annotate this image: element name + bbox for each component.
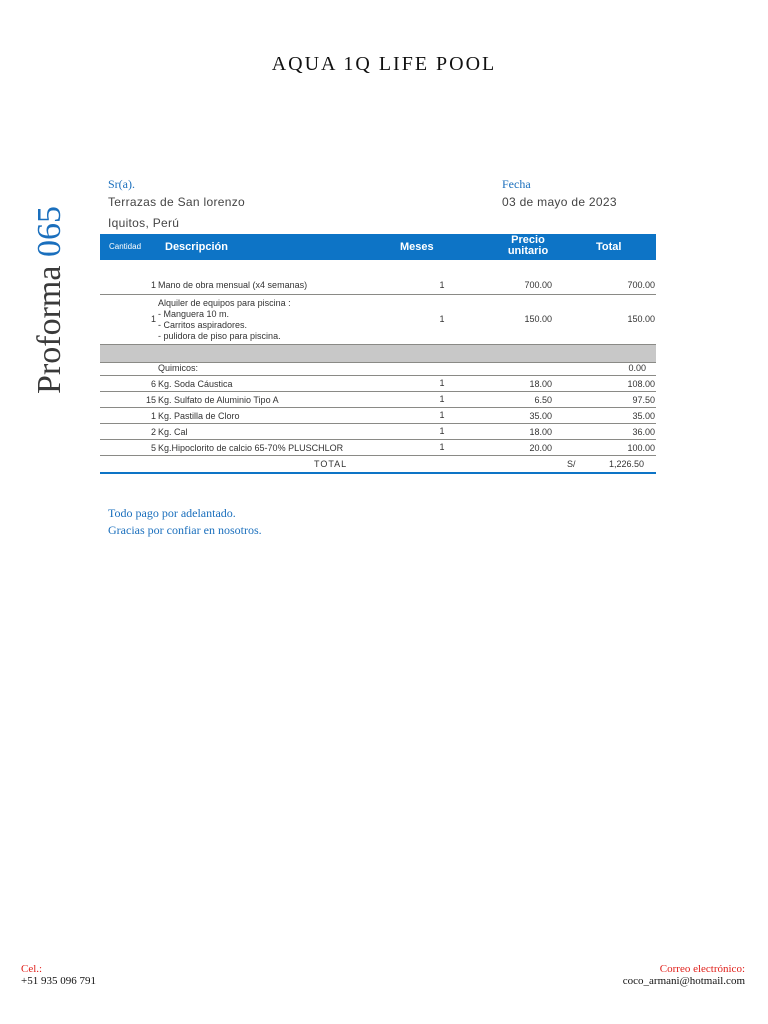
row-months: 1	[439, 280, 445, 290]
proforma-number: 065	[31, 206, 68, 258]
row-desc-line: Alquiler de equipos para piscina :	[158, 298, 291, 308]
date-label: Fecha	[502, 177, 531, 191]
row-qty: 1	[150, 411, 156, 421]
email-address[interactable]: coco_armani@hotmail.com	[622, 975, 745, 987]
company-name: AQUA 1Q LIFE POOL	[271, 53, 497, 75]
row-qty: 5	[150, 443, 156, 453]
row-qty: 2	[150, 427, 156, 437]
row-months: 1	[439, 410, 445, 420]
client-name: Terrazas de San lorenzo	[108, 195, 245, 209]
row-total: 97.50	[632, 395, 655, 405]
header-months: Meses	[400, 241, 434, 253]
date-value: 03 de mayo de 2023	[502, 195, 617, 209]
row-total: 150.00	[627, 314, 655, 324]
row-qty: 6	[150, 379, 156, 389]
currency-symbol: S/	[567, 459, 576, 469]
header-total: Total	[596, 241, 622, 253]
header-price-line1: Precio	[511, 234, 545, 246]
row-divider	[100, 455, 656, 456]
total-label: TOTAL	[314, 459, 348, 469]
row-description: Quimicos:	[158, 363, 199, 373]
row-months: 1	[439, 394, 445, 404]
client-city: Iquitos, Perú	[108, 216, 180, 230]
row-divider	[100, 294, 656, 295]
row-divider	[100, 439, 656, 440]
section-separator	[100, 344, 656, 363]
client-label: Sr(a).	[108, 177, 135, 191]
table-bottom-rule	[100, 472, 656, 474]
proforma-label: Proforma	[31, 265, 68, 394]
row-divider	[100, 375, 656, 376]
row-divider	[100, 407, 656, 408]
row-months: 1	[439, 378, 445, 388]
row-total: 700.00	[627, 280, 655, 290]
row-divider	[100, 391, 656, 392]
row-price: 700.00	[524, 280, 552, 290]
grand-total: 1,226.50	[608, 459, 644, 469]
header-price-line2: unitario	[507, 245, 549, 257]
row-description: Mano de obra mensual (x4 semanas)	[158, 280, 308, 290]
row-total: 100.00	[627, 443, 655, 453]
row-qty: 15	[145, 395, 156, 405]
note-thanks: Gracias por confiar en nosotros.	[108, 523, 262, 537]
row-months: 1	[439, 314, 445, 324]
company-title	[0, 52, 768, 75]
row-price: 35.00	[529, 411, 552, 421]
header-price	[498, 235, 558, 257]
row-desc-line: - pulidora de piso para piscina.	[158, 331, 281, 341]
row-description: Kg. Pastilla de Cloro	[158, 411, 240, 421]
header-qty: Cantidad	[109, 242, 142, 251]
row-price: 20.00	[529, 443, 552, 453]
note-payment: Todo pago por adelantado.	[108, 506, 236, 520]
row-price: 18.00	[529, 379, 552, 389]
table-header	[100, 234, 656, 260]
row-price: 6.50	[534, 395, 552, 405]
row-desc-line: - Manguera 10 m.	[158, 309, 230, 319]
row-description: Kg. Cal	[158, 427, 188, 437]
row-price: 150.00	[524, 314, 552, 324]
row-months: 1	[439, 426, 445, 436]
header-description: Descripción	[165, 241, 228, 253]
row-description: Kg. Sulfato de Aluminio Tipo A	[158, 395, 279, 405]
row-total: 36.00	[632, 427, 655, 437]
row-description: Kg. Soda Cáustica	[158, 379, 233, 389]
phone-label: Cel.:	[21, 963, 43, 975]
proforma-title	[31, 206, 69, 394]
email-label: Correo electrónico:	[659, 963, 745, 975]
row-divider	[100, 423, 656, 424]
row-description: Kg.Hipoclorito de calcio 65-70% PLUSCHLOR	[158, 443, 344, 453]
row-qty: 1	[150, 314, 156, 324]
row-months: 1	[439, 442, 445, 452]
phone-number: +51 935 096 791	[21, 975, 96, 987]
row-total: 35.00	[632, 411, 655, 421]
row-qty: 1	[150, 280, 156, 290]
row-price: 18.00	[529, 427, 552, 437]
row-total: 0.00	[628, 363, 646, 373]
row-desc-line: - Carritos aspiradores.	[158, 320, 248, 330]
row-total: 108.00	[627, 379, 655, 389]
